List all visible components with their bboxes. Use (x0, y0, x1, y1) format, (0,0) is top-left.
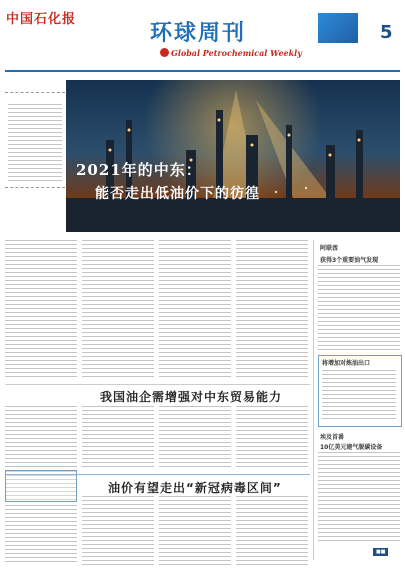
right-item3-text (318, 452, 400, 542)
newspaper-logo: 中国石化报 (6, 12, 77, 27)
article2-column-3 (159, 406, 231, 468)
article2-column-2 (82, 406, 154, 468)
hero-subtitle: 能否走出低油价下的彷徨 (95, 186, 260, 202)
article3-column-4 (236, 496, 308, 565)
right-item1-title: 阿联酋 (320, 245, 339, 252)
section-divider (5, 384, 310, 385)
refinery-illustration (66, 80, 400, 232)
footer-badge: ■■ (373, 548, 388, 556)
right-item2-headline: 将增加对炼油出口 (322, 360, 371, 367)
right-item2-text (322, 370, 396, 422)
article-column-2 (82, 240, 154, 380)
article-column-3 (159, 240, 231, 380)
right-item3-subheadline: 10亿美元建气脱碳设备 (320, 444, 383, 451)
column-divider (313, 240, 314, 560)
right-item3-headline: 埃及首番 (320, 434, 345, 441)
section-title: 环球周刊 (150, 21, 247, 46)
hero-title: 2021年的中东： (76, 161, 202, 179)
article2-column-4 (236, 406, 308, 468)
qr-code-image (318, 13, 358, 43)
sidebar-text (8, 104, 62, 184)
article2-column-1 (5, 406, 77, 468)
right-item1-headline: 获得3个重要油气发现 (320, 257, 379, 264)
article3-column-3 (159, 496, 231, 565)
article-column-1 (5, 240, 77, 380)
bottom-divider (5, 474, 310, 475)
article-column-4 (236, 240, 308, 380)
section-subtitle: Global Petrochemical Weekly (160, 48, 302, 58)
page-number: 5 (380, 22, 393, 43)
middle-headline: 我国油企需增强对中东贸易能力 (100, 390, 283, 404)
globe-icon (160, 48, 169, 57)
bottom-headline: 油价有望走出“新冠病毒区间” (108, 481, 282, 495)
article3-column-2 (82, 496, 154, 565)
right-item1-text (318, 265, 400, 350)
hero-image (66, 80, 400, 232)
article3-column-1 (5, 505, 77, 565)
masthead-rule (5, 70, 400, 72)
